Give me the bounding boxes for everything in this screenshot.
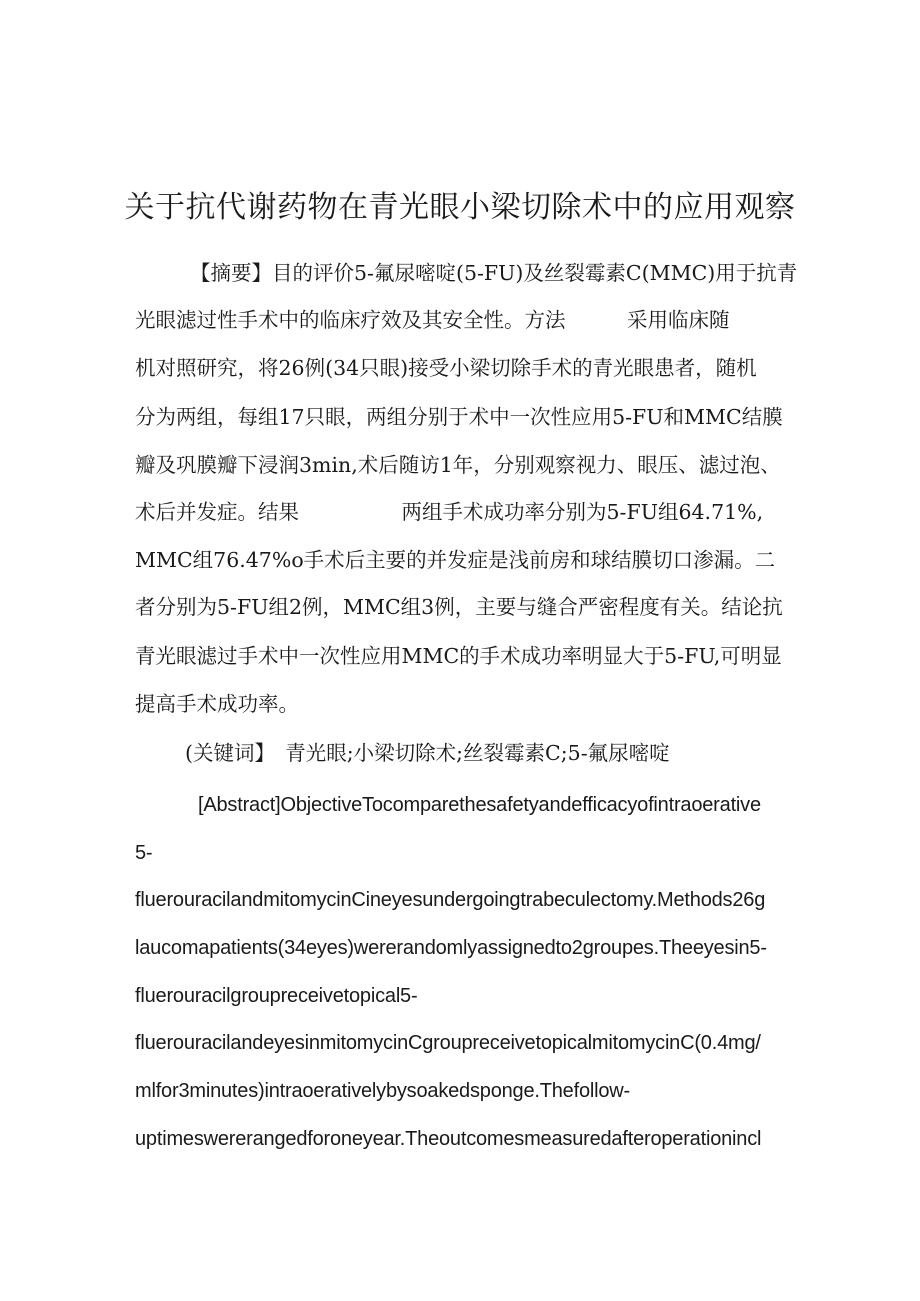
abstract-en-line-7: mlfor3minutes)intraoerativelybysoakedsponge.Thefollow- — [135, 1080, 631, 1102]
abstract-cn-line-6: 术后并发症。结果 两组手术成功率分别为5-FU组64.71%, — [135, 500, 764, 524]
abstract-cn-line-7: MMC组76.47%o手术后主要的并发症是浅前房和球结膜切口渗漏。二 — [135, 548, 776, 572]
abstract-en-line-2: 5- — [135, 842, 153, 864]
abstract-en-line-8: uptimeswererangedforoneyear.Theoutcomesmeasuredafteroperationincl — [135, 1128, 762, 1150]
abstract-cn-line-3: 机对照研究，将26例(34只眼)接受小梁切除手术的青光眼患者，随机 — [135, 356, 757, 380]
abstract-cn-line-10: 提高手术成功率。 — [135, 692, 299, 716]
abstract-en-line-6: fluerouracilandeyesinmitomycinCgroupreceivetopicalmitomycinC(0.4mg/ — [135, 1032, 761, 1054]
abstract-en-line-3: fluerouracilandmitomycinCineyesundergoingtrabeculectomy.Methods26g — [135, 889, 766, 911]
abstract-cn-line-5: 瓣及巩膜瓣下浸润3min,术后随访1年，分别观察视力、眼压、滤过泡、 — [135, 453, 781, 477]
keywords-line: (关键词】 青光眼;小梁切除术;丝裂霉素C;5-氟尿嘧啶 — [185, 741, 670, 765]
document-title: 关于抗代谢药物在青光眼小梁切除术中的应用观察 — [124, 190, 796, 225]
abstract-cn-line-9: 青光眼滤过手术中一次性应用MMC的手术成功率明显大于5-FU,可明显 — [135, 644, 782, 668]
abstract-en-line-1: [Abstract]ObjectiveTocomparethesafetyandefficacyofintraoerative — [198, 794, 761, 816]
abstract-cn-line-4: 分为两组，每组17只眼，两组分别于术中一次性应用5-FU和MMC结膜 — [135, 405, 783, 429]
abstract-en-line-5: fluerouracilgroupreceivetopical5- — [135, 985, 418, 1007]
abstract-en-line-4: laucomapatients(34eyes)wererandomlyassignedto2groupes.Theeyesin5- — [135, 937, 767, 959]
abstract-cn-line-2: 光眼滤过性手术中的临床疗效及其安全性。方法 采用临床随 — [135, 308, 730, 332]
abstract-cn-line-8: 者分别为5-FU组2例，MMC组3例，主要与缝合严密程度有关。结论抗 — [135, 595, 783, 619]
abstract-cn-line-1: 【摘要】目的评价5-氟尿嘧啶(5-FU)及丝裂霉素C(MMC)用于抗青 — [190, 261, 798, 285]
